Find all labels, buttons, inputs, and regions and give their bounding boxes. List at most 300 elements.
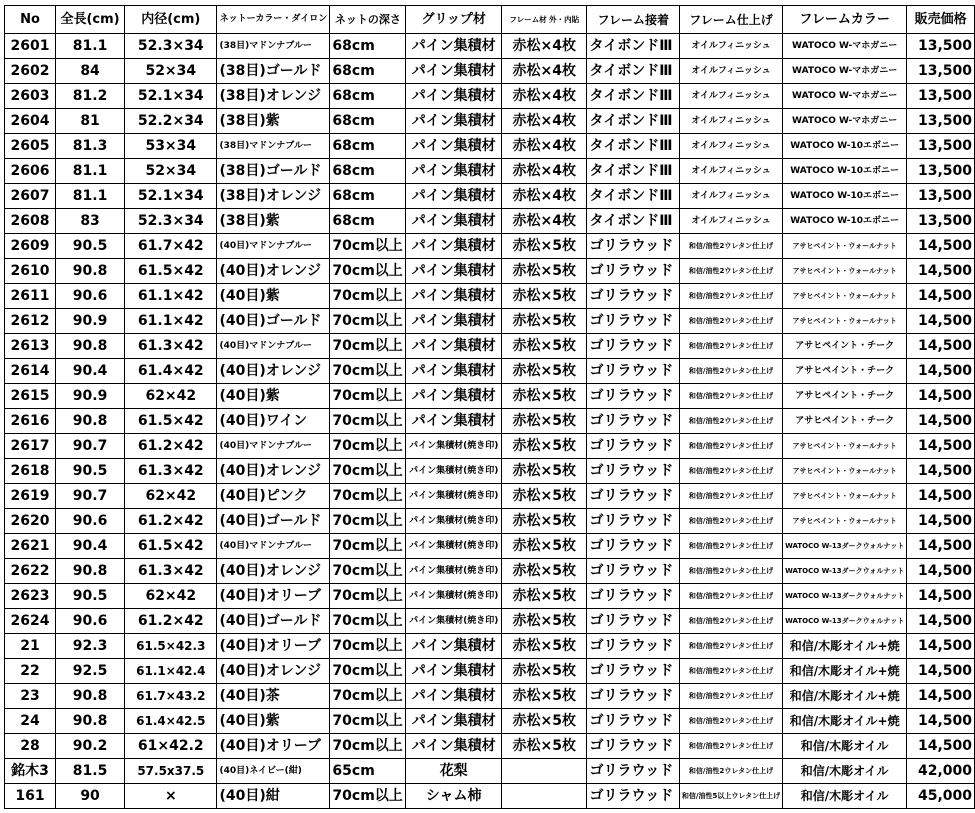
cell-length: 90.8 xyxy=(55,259,124,284)
cell-price: 13,500 xyxy=(907,34,975,59)
cell-length: 92.3 xyxy=(55,634,124,659)
table-row xyxy=(5,409,975,434)
cell-price: 14,500 xyxy=(907,509,975,534)
cell-no: 2608 xyxy=(5,209,56,234)
cell-frame-material: 赤松×4枚 xyxy=(502,159,587,184)
cell-length: 90.2 xyxy=(55,734,124,759)
cell-length: 90.8 xyxy=(55,709,124,734)
cell-grip-material: パイン集積材 xyxy=(406,359,502,384)
cell-frame-finish: 和信/油性2ウレタン仕上げ xyxy=(679,534,782,559)
cell-price: 42,000 xyxy=(907,759,975,784)
cell-price: 14,500 xyxy=(907,309,975,334)
table-row xyxy=(5,359,975,384)
cell-frame-finish: 和信/油性2ウレタン仕上げ xyxy=(679,759,782,784)
cell-frame-material: 赤松×5枚 xyxy=(502,234,587,259)
price-table xyxy=(4,5,975,809)
header-net-depth: ネットの深さ xyxy=(330,6,406,34)
cell-net-depth: 68cm xyxy=(330,59,406,84)
cell-inner-diameter: 52.1×34 xyxy=(125,184,217,209)
cell-price: 14,500 xyxy=(907,559,975,584)
cell-net-depth: 70cm以上 xyxy=(330,334,406,359)
cell-frame-finish: オイルフィニッシュ xyxy=(679,159,782,184)
table-row xyxy=(5,384,975,409)
table-row xyxy=(5,59,975,84)
cell-frame-material: 赤松×5枚 xyxy=(502,359,587,384)
cell-net-color: (40目)紫 xyxy=(217,284,330,309)
cell-grip-material: パイン集積材 xyxy=(406,659,502,684)
cell-frame-finish: 和信/油性2ウレタン仕上げ xyxy=(679,509,782,534)
cell-net-depth: 70cm以上 xyxy=(330,409,406,434)
cell-grip-material: パイン集積材(焼き印) xyxy=(406,559,502,584)
cell-length: 90.7 xyxy=(55,434,124,459)
cell-grip-material: パイン集積材 xyxy=(406,59,502,84)
table-row xyxy=(5,609,975,634)
cell-length: 90.8 xyxy=(55,684,124,709)
header-grip-material: グリップ材 xyxy=(406,6,502,34)
cell-no: 2605 xyxy=(5,134,56,159)
cell-price: 14,500 xyxy=(907,534,975,559)
cell-frame-material: 赤松×5枚 xyxy=(502,609,587,634)
cell-inner-diameter: 57.5x37.5 xyxy=(125,759,217,784)
cell-frame-finish: 和信/油性2ウレタン仕上げ xyxy=(679,659,782,684)
cell-length: 90.6 xyxy=(55,284,124,309)
cell-net-color: (40目)マドンナブルー xyxy=(217,534,330,559)
table-row xyxy=(5,109,975,134)
cell-grip-material: パイン集積材(焼き印) xyxy=(406,434,502,459)
cell-inner-diameter: 61.7×42 xyxy=(125,234,217,259)
cell-frame-finish: 和信/油性2ウレタン仕上げ xyxy=(679,409,782,434)
cell-frame-glue: ゴリラウッド xyxy=(587,609,679,634)
cell-frame-glue: ゴリラウッド xyxy=(587,459,679,484)
cell-grip-material: パイン集積材 xyxy=(406,109,502,134)
cell-net-color: (40目)オレンジ xyxy=(217,359,330,384)
cell-inner-diameter: 62×42 xyxy=(125,584,217,609)
header-frame-finish: フレーム仕上げ xyxy=(679,6,782,34)
cell-net-color: (40目)オリーブ xyxy=(217,584,330,609)
cell-frame-material xyxy=(502,759,587,784)
cell-frame-finish: 和信/油性2ウレタン仕上げ xyxy=(679,384,782,409)
cell-inner-diameter: 61.5×42.3 xyxy=(125,634,217,659)
cell-frame-color: アサヒペイント・チーク xyxy=(783,409,907,434)
cell-net-depth: 70cm以上 xyxy=(330,584,406,609)
cell-price: 14,500 xyxy=(907,684,975,709)
cell-grip-material: パイン集積材 xyxy=(406,334,502,359)
cell-no: 銘木3 xyxy=(5,759,56,784)
table-row xyxy=(5,634,975,659)
cell-frame-color: WATOCO W-マホガニー xyxy=(783,109,907,134)
cell-inner-diameter: 52.3×34 xyxy=(125,209,217,234)
cell-length: 90.9 xyxy=(55,309,124,334)
table-row xyxy=(5,584,975,609)
cell-net-color: (40目)オレンジ xyxy=(217,659,330,684)
cell-frame-color: WATOCO W-13ダークウォルナット xyxy=(783,609,907,634)
cell-frame-glue: ゴリラウッド xyxy=(587,359,679,384)
cell-frame-finish: 和信/油性2ウレタン仕上げ xyxy=(679,734,782,759)
cell-frame-material: 赤松×5枚 xyxy=(502,684,587,709)
cell-no: 2603 xyxy=(5,84,56,109)
cell-inner-diameter: 61.5×42 xyxy=(125,259,217,284)
table-row xyxy=(5,234,975,259)
cell-net-depth: 70cm以上 xyxy=(330,509,406,534)
cell-frame-glue: タイボンドⅢ xyxy=(587,59,679,84)
cell-frame-glue: ゴリラウッド xyxy=(587,709,679,734)
cell-net-color: (38目)ゴールド xyxy=(217,59,330,84)
cell-no: 2616 xyxy=(5,409,56,434)
cell-frame-glue: ゴリラウッド xyxy=(587,559,679,584)
cell-frame-color: WATOCO W-13ダークウォルナット xyxy=(783,584,907,609)
cell-frame-color: 和信/木彫オイル+焼 xyxy=(783,659,907,684)
cell-frame-glue: ゴリラウッド xyxy=(587,784,679,809)
cell-frame-finish: オイルフィニッシュ xyxy=(679,34,782,59)
cell-grip-material: パイン集積材(焼き印) xyxy=(406,484,502,509)
cell-frame-color: WATOCO W-10エボニー xyxy=(783,159,907,184)
cell-inner-diameter: 61.2×42 xyxy=(125,509,217,534)
cell-length: 84 xyxy=(55,59,124,84)
cell-price: 13,500 xyxy=(907,84,975,109)
cell-frame-finish: 和信/油性2ウレタン仕上げ xyxy=(679,284,782,309)
header-frame-glue: フレーム接着 xyxy=(587,6,679,34)
cell-inner-diameter: 52.1×34 xyxy=(125,84,217,109)
cell-frame-finish: 和信/油性2ウレタン仕上げ xyxy=(679,709,782,734)
cell-net-depth: 68cm xyxy=(330,184,406,209)
cell-frame-finish: 和信/油性2ウレタン仕上げ xyxy=(679,634,782,659)
cell-frame-material: 赤松×5枚 xyxy=(502,559,587,584)
cell-net-color: (40目)マドンナブルー xyxy=(217,434,330,459)
cell-frame-color: WATOCO W-マホガニー xyxy=(783,59,907,84)
cell-net-depth: 68cm xyxy=(330,209,406,234)
cell-inner-diameter: 61.1×42.4 xyxy=(125,659,217,684)
cell-frame-glue: ゴリラウッド xyxy=(587,409,679,434)
cell-price: 14,500 xyxy=(907,459,975,484)
table-row xyxy=(5,184,975,209)
cell-length: 90.8 xyxy=(55,559,124,584)
cell-frame-material: 赤松×4枚 xyxy=(502,34,587,59)
cell-frame-material: 赤松×4枚 xyxy=(502,209,587,234)
cell-net-depth: 68cm xyxy=(330,84,406,109)
cell-price: 14,500 xyxy=(907,259,975,284)
cell-price: 13,500 xyxy=(907,209,975,234)
cell-grip-material: パイン集積材 xyxy=(406,84,502,109)
cell-length: 81.2 xyxy=(55,84,124,109)
cell-grip-material: パイン集積材(焼き印) xyxy=(406,609,502,634)
cell-frame-glue: ゴリラウッド xyxy=(587,584,679,609)
cell-net-depth: 70cm以上 xyxy=(330,634,406,659)
cell-length: 90.4 xyxy=(55,359,124,384)
cell-net-color: (40目)紫 xyxy=(217,384,330,409)
cell-length: 90.5 xyxy=(55,584,124,609)
table-row xyxy=(5,734,975,759)
cell-length: 92.5 xyxy=(55,659,124,684)
cell-net-color: (40目)ピンク xyxy=(217,484,330,509)
cell-price: 14,500 xyxy=(907,284,975,309)
cell-length: 81.1 xyxy=(55,159,124,184)
cell-frame-finish: 和信/油性2ウレタン仕上げ xyxy=(679,259,782,284)
cell-frame-material: 赤松×5枚 xyxy=(502,634,587,659)
cell-frame-finish: 和信/油性2ウレタン仕上げ xyxy=(679,484,782,509)
cell-length: 90.7 xyxy=(55,484,124,509)
cell-frame-glue: タイボンドⅢ xyxy=(587,159,679,184)
cell-net-color: (38目)ゴールド xyxy=(217,159,330,184)
cell-net-color: (38目)オレンジ xyxy=(217,84,330,109)
cell-net-depth: 68cm xyxy=(330,134,406,159)
cell-no: 23 xyxy=(5,684,56,709)
cell-net-color: (38目)マドンナブルー xyxy=(217,134,330,159)
cell-net-color: (38目)オレンジ xyxy=(217,184,330,209)
cell-inner-diameter: 61.3×42 xyxy=(125,559,217,584)
cell-length: 90.5 xyxy=(55,234,124,259)
cell-frame-material: 赤松×5枚 xyxy=(502,509,587,534)
cell-price: 14,500 xyxy=(907,384,975,409)
cell-frame-glue: ゴリラウッド xyxy=(587,659,679,684)
cell-inner-diameter: 61×42.2 xyxy=(125,734,217,759)
cell-frame-color: アサヒペイント・チーク xyxy=(783,384,907,409)
cell-no: 2601 xyxy=(5,34,56,59)
cell-length: 90.4 xyxy=(55,534,124,559)
cell-net-color: (38目)紫 xyxy=(217,209,330,234)
cell-net-color: (40目)オリーブ xyxy=(217,734,330,759)
cell-frame-color: アサヒペイント・チーク xyxy=(783,359,907,384)
cell-grip-material: パイン集積材 xyxy=(406,234,502,259)
cell-net-color: (40目)ゴールド xyxy=(217,509,330,534)
cell-frame-color: アサヒペイント・ウォールナット xyxy=(783,284,907,309)
cell-frame-glue: タイボンドⅢ xyxy=(587,209,679,234)
cell-inner-diameter: 61.1×42 xyxy=(125,309,217,334)
cell-price: 14,500 xyxy=(907,584,975,609)
cell-net-color: (38目)紫 xyxy=(217,109,330,134)
cell-frame-glue: ゴリラウッド xyxy=(587,634,679,659)
cell-frame-finish: オイルフィニッシュ xyxy=(679,109,782,134)
cell-grip-material: パイン集積材 xyxy=(406,184,502,209)
cell-net-color: (40目)オレンジ xyxy=(217,459,330,484)
cell-frame-glue: ゴリラウッド xyxy=(587,484,679,509)
cell-frame-color: アサヒペイント・チーク xyxy=(783,334,907,359)
cell-no: 2612 xyxy=(5,309,56,334)
table-row xyxy=(5,334,975,359)
cell-price: 14,500 xyxy=(907,334,975,359)
cell-inner-diameter: 53×34 xyxy=(125,134,217,159)
cell-frame-glue: ゴリラウッド xyxy=(587,434,679,459)
cell-grip-material: パイン集積材(焼き印) xyxy=(406,509,502,534)
cell-frame-color: 和信/木彫オイル+焼 xyxy=(783,684,907,709)
cell-net-color: (40目)ゴールド xyxy=(217,309,330,334)
cell-no: 2620 xyxy=(5,509,56,534)
cell-no: 2602 xyxy=(5,59,56,84)
cell-grip-material: パイン集積材 xyxy=(406,384,502,409)
cell-frame-glue: タイボンドⅢ xyxy=(587,34,679,59)
cell-length: 90.8 xyxy=(55,409,124,434)
cell-frame-material: 赤松×5枚 xyxy=(502,734,587,759)
table-row xyxy=(5,709,975,734)
cell-frame-color: WATOCO W-13ダークウォルナット xyxy=(783,559,907,584)
cell-frame-finish: 和信/油性2ウレタン仕上げ xyxy=(679,309,782,334)
table-body xyxy=(5,34,975,809)
cell-net-color: (40目)オリーブ xyxy=(217,634,330,659)
cell-frame-finish: オイルフィニッシュ xyxy=(679,59,782,84)
cell-no: 2610 xyxy=(5,259,56,284)
table-row xyxy=(5,459,975,484)
cell-frame-material: 赤松×5枚 xyxy=(502,659,587,684)
cell-price: 14,500 xyxy=(907,359,975,384)
cell-frame-color: 和信/木彫オイル+焼 xyxy=(783,634,907,659)
cell-grip-material: パイン集積材(焼き印) xyxy=(406,534,502,559)
cell-frame-glue: ゴリラウッド xyxy=(587,259,679,284)
cell-price: 14,500 xyxy=(907,659,975,684)
cell-grip-material: パイン集積材 xyxy=(406,734,502,759)
cell-frame-finish: オイルフィニッシュ xyxy=(679,184,782,209)
cell-price: 13,500 xyxy=(907,59,975,84)
cell-frame-color: アサヒペイント・ウォールナット xyxy=(783,459,907,484)
cell-frame-color: WATOCO W-マホガニー xyxy=(783,84,907,109)
cell-frame-material: 赤松×4枚 xyxy=(502,59,587,84)
cell-frame-material: 赤松×5枚 xyxy=(502,484,587,509)
cell-frame-color: アサヒペイント・ウォールナット xyxy=(783,234,907,259)
cell-grip-material: パイン集積材 xyxy=(406,259,502,284)
cell-no: 21 xyxy=(5,634,56,659)
cell-frame-finish: 和信/油性5以上ウレタン仕上げ xyxy=(679,784,782,809)
cell-grip-material: パイン集積材 xyxy=(406,134,502,159)
cell-net-color: (40目)オレンジ xyxy=(217,559,330,584)
cell-frame-glue: タイボンドⅢ xyxy=(587,109,679,134)
cell-grip-material: パイン集積材 xyxy=(406,634,502,659)
cell-frame-color: アサヒペイント・ウォールナット xyxy=(783,484,907,509)
cell-frame-finish: 和信/油性2ウレタン仕上げ xyxy=(679,609,782,634)
table-row xyxy=(5,259,975,284)
cell-frame-material: 赤松×5枚 xyxy=(502,584,587,609)
cell-no: 22 xyxy=(5,659,56,684)
cell-no: 2606 xyxy=(5,159,56,184)
cell-no: 161 xyxy=(5,784,56,809)
cell-frame-finish: 和信/油性2ウレタン仕上げ xyxy=(679,584,782,609)
cell-grip-material: パイン集積材(焼き印) xyxy=(406,584,502,609)
cell-frame-finish: 和信/油性2ウレタン仕上げ xyxy=(679,359,782,384)
cell-length: 90 xyxy=(55,784,124,809)
cell-frame-material: 赤松×5枚 xyxy=(502,384,587,409)
cell-length: 81 xyxy=(55,109,124,134)
cell-frame-finish: 和信/油性2ウレタン仕上げ xyxy=(679,234,782,259)
cell-net-depth: 70cm以上 xyxy=(330,684,406,709)
cell-frame-color: 和信/木彫オイル+焼 xyxy=(783,709,907,734)
cell-net-depth: 68cm xyxy=(330,34,406,59)
header-inner-diameter: 内径(cm) xyxy=(125,6,217,34)
cell-frame-material: 赤松×4枚 xyxy=(502,184,587,209)
cell-grip-material: パイン集積材(焼き印) xyxy=(406,459,502,484)
cell-frame-glue: タイボンドⅢ xyxy=(587,184,679,209)
cell-price: 13,500 xyxy=(907,184,975,209)
cell-length: 81.5 xyxy=(55,759,124,784)
cell-frame-material: 赤松×5枚 xyxy=(502,259,587,284)
cell-inner-diameter: × xyxy=(125,784,217,809)
cell-price: 14,500 xyxy=(907,709,975,734)
table-row xyxy=(5,759,975,784)
cell-net-depth: 70cm以上 xyxy=(330,734,406,759)
table-row xyxy=(5,509,975,534)
cell-length: 81.1 xyxy=(55,184,124,209)
cell-no: 2604 xyxy=(5,109,56,134)
cell-net-color: (40目)ネイビー(紺) xyxy=(217,759,330,784)
cell-no: 2622 xyxy=(5,559,56,584)
cell-net-depth: 70cm以上 xyxy=(330,259,406,284)
cell-length: 90.6 xyxy=(55,609,124,634)
cell-frame-glue: ゴリラウッド xyxy=(587,534,679,559)
cell-frame-glue: タイボンドⅢ xyxy=(587,134,679,159)
cell-no: 2609 xyxy=(5,234,56,259)
cell-grip-material: パイン集積材 xyxy=(406,34,502,59)
cell-net-depth: 70cm以上 xyxy=(330,234,406,259)
cell-frame-material: 赤松×5枚 xyxy=(502,709,587,734)
cell-price: 13,500 xyxy=(907,134,975,159)
cell-frame-glue: ゴリラウッド xyxy=(587,234,679,259)
cell-net-depth: 70cm以上 xyxy=(330,559,406,584)
cell-frame-color: 和信/木彫オイル xyxy=(783,734,907,759)
cell-inner-diameter: 61.2×42 xyxy=(125,609,217,634)
cell-net-depth: 70cm以上 xyxy=(330,359,406,384)
cell-frame-finish: 和信/油性2ウレタン仕上げ xyxy=(679,559,782,584)
cell-frame-glue: ゴリラウッド xyxy=(587,284,679,309)
cell-frame-color: WATOCO W-13ダークウォルナット xyxy=(783,534,907,559)
cell-inner-diameter: 61.3×42 xyxy=(125,334,217,359)
cell-frame-glue: タイボンドⅢ xyxy=(587,84,679,109)
cell-frame-color: WATOCO W-10エボニー xyxy=(783,134,907,159)
table-row xyxy=(5,34,975,59)
cell-net-color: (40目)茶 xyxy=(217,684,330,709)
cell-net-depth: 70cm以上 xyxy=(330,709,406,734)
cell-net-depth: 70cm以上 xyxy=(330,309,406,334)
cell-frame-material: 赤松×5枚 xyxy=(502,434,587,459)
table-row xyxy=(5,209,975,234)
cell-inner-diameter: 52.2×34 xyxy=(125,109,217,134)
cell-frame-color: 和信/木彫オイル xyxy=(783,784,907,809)
cell-price: 14,500 xyxy=(907,609,975,634)
table-row xyxy=(5,434,975,459)
header-frame-color: フレームカラー xyxy=(783,6,907,34)
cell-net-depth: 68cm xyxy=(330,159,406,184)
header-price: 販売価格 xyxy=(907,6,975,34)
cell-grip-material: パイン集積材 xyxy=(406,209,502,234)
cell-price: 14,500 xyxy=(907,484,975,509)
table-row xyxy=(5,284,975,309)
cell-frame-glue: ゴリラウッド xyxy=(587,384,679,409)
cell-grip-material: シャム柿 xyxy=(406,784,502,809)
cell-inner-diameter: 62×42 xyxy=(125,484,217,509)
cell-frame-color: 和信/木彫オイル xyxy=(783,759,907,784)
cell-grip-material: パイン集積材 xyxy=(406,684,502,709)
cell-net-depth: 70cm以上 xyxy=(330,459,406,484)
cell-net-color: (40目)ワイン xyxy=(217,409,330,434)
cell-no: 2618 xyxy=(5,459,56,484)
cell-no: 2624 xyxy=(5,609,56,634)
cell-frame-color: アサヒペイント・ウォールナット xyxy=(783,309,907,334)
cell-grip-material: パイン集積材 xyxy=(406,159,502,184)
table-row xyxy=(5,659,975,684)
table-row xyxy=(5,559,975,584)
cell-frame-material: 赤松×4枚 xyxy=(502,109,587,134)
cell-frame-color: アサヒペイント・ウォールナット xyxy=(783,434,907,459)
cell-frame-color: WATOCO W-10エボニー xyxy=(783,184,907,209)
cell-frame-material: 赤松×5枚 xyxy=(502,459,587,484)
cell-inner-diameter: 52×34 xyxy=(125,59,217,84)
table-header xyxy=(5,6,975,34)
cell-frame-color: アサヒペイント・ウォールナット xyxy=(783,259,907,284)
cell-price: 14,500 xyxy=(907,634,975,659)
cell-grip-material: 花梨 xyxy=(406,759,502,784)
cell-inner-diameter: 61.1×42 xyxy=(125,284,217,309)
cell-grip-material: パイン集積材 xyxy=(406,409,502,434)
cell-net-color: (40目)紺 xyxy=(217,784,330,809)
cell-length: 90.5 xyxy=(55,459,124,484)
cell-grip-material: パイン集積材 xyxy=(406,709,502,734)
cell-frame-glue: ゴリラウッド xyxy=(587,684,679,709)
cell-net-depth: 70cm以上 xyxy=(330,484,406,509)
